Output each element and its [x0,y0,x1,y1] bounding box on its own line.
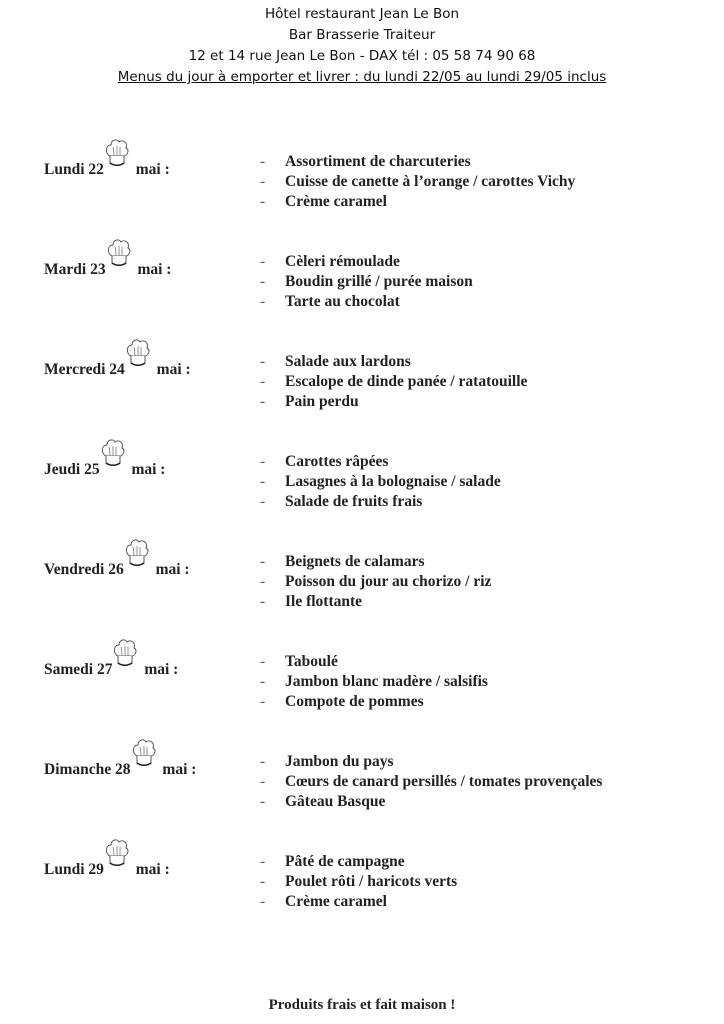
address-phone: 12 et 14 rue Jean Le Bon - DAX tél : 05 58 74 90 68 [188,48,536,64]
dash-bullet: - [260,373,266,390]
day-menu [44,130,684,210]
dash-bullet: - [260,893,266,910]
day-name: Vendredi [44,561,105,578]
dish-list [260,452,501,512]
chef-hat-icon [132,752,158,780]
business-type: Bar Brasserie Traiteur [288,27,436,43]
month-label: mai : [131,461,166,478]
dash-bullet: - [260,753,266,770]
dish-name: Carottes râpées [285,453,389,470]
chef-hat-icon [105,852,131,880]
dish-name: Crème caramel [285,193,387,210]
dish-item [260,592,491,612]
chef-hat-icon [105,152,131,180]
dish-item [260,392,527,412]
day-number: 22 [88,161,104,178]
dish-item [260,692,488,712]
chef-hat-icon [125,552,151,580]
day-number: 26 [108,561,124,578]
chef-hat-icon [126,352,152,380]
dash-bullet: - [260,653,266,670]
dish-name: Assortiment de charcuteries [285,153,471,170]
month-label: mai : [135,861,170,878]
dish-item [260,672,488,692]
day-name: Jeudi [44,461,81,478]
dish-name: Salade aux lardons [285,353,411,370]
month-label: mai : [135,161,170,178]
dish-name: Poulet rôti / haricots verts [285,873,458,890]
dish-list [260,552,491,612]
day-menu [44,230,684,310]
month-label: mai : [144,661,179,678]
day-label [44,152,170,180]
dish-item [260,352,527,372]
dish-name: Cuisse de canette à l’orange / carottes Vichy [285,173,576,190]
dash-bullet: - [260,453,266,470]
day-label [44,352,191,380]
day-menu [44,330,684,410]
dish-item [260,452,501,472]
month-label: mai : [162,761,197,778]
dash-bullet: - [260,153,266,170]
dish-name: Tarte au chocolat [285,293,400,310]
dish-item [260,472,501,492]
dish-name: Taboulé [285,653,338,670]
dash-bullet: - [260,193,266,210]
chef-hat-icon [101,452,127,480]
dish-item [260,852,457,872]
day-name: Dimanche [44,761,112,778]
dash-bullet: - [260,353,266,370]
dish-list [260,652,488,712]
dish-item [260,792,602,812]
day-number: 23 [90,261,106,278]
hotel-name: Hôtel restaurant Jean Le Bon [264,6,460,22]
dash-bullet: - [260,773,266,790]
dish-name: Boudin grillé / purée maison [285,273,473,290]
dash-bullet: - [260,553,266,570]
day-label [44,452,165,480]
dash-bullet: - [260,853,266,870]
dash-bullet: - [260,793,266,810]
dish-name: Poisson du jour au chorizo / riz [285,573,492,590]
dish-item [260,172,575,192]
dish-name: Jambon du pays [285,753,394,770]
dash-bullet: - [260,673,266,690]
day-label [44,552,190,580]
dish-name: Crème caramel [285,893,387,910]
month-label: mai : [156,361,191,378]
day-name: Lundi [44,161,85,178]
dish-list [260,852,457,912]
dash-bullet: - [260,473,266,490]
dish-item [260,892,457,912]
day-name: Mardi [44,261,87,278]
dish-name: Cœurs de canard persillés / tomates provençales [285,773,603,790]
chef-hat-icon [113,652,139,680]
dash-bullet: - [260,573,266,590]
dish-item [260,552,491,572]
dish-item [260,272,473,292]
day-menu [44,630,684,710]
day-number: 28 [115,761,131,778]
dish-name: Compote de pommes [285,693,424,710]
dish-list [260,352,527,412]
dash-bullet: - [260,493,266,510]
dish-name: Pâté de campagne [285,853,405,870]
day-label [44,852,170,880]
dish-item [260,572,491,592]
dish-item [260,772,602,792]
dash-bullet: - [260,693,266,710]
day-menu [44,730,684,810]
dish-item [260,252,473,272]
dash-bullet: - [260,873,266,890]
chef-hat-icon [107,252,133,280]
day-number: 24 [109,361,125,378]
dish-name: Jambon blanc madère / salsifis [285,673,488,690]
day-menu [44,530,684,610]
day-name: Samedi [44,661,94,678]
month-label: mai : [155,561,190,578]
month-label: mai : [137,261,172,278]
day-number: 25 [84,461,100,478]
dish-list [260,252,473,312]
dish-name: Lasagnes à la bolognaise / salade [285,473,501,490]
day-label [44,652,178,680]
footer-slogan: Produits frais et fait maison ! [268,997,456,1013]
dish-item [260,152,575,172]
dash-bullet: - [260,293,266,310]
dish-name: Gâteau Basque [285,793,386,810]
dish-item [260,752,602,772]
dish-list [260,152,575,212]
day-menu [44,830,684,910]
dish-item [260,652,488,672]
dish-name: Beignets de calamars [285,553,425,570]
day-menu [44,430,684,510]
day-name: Lundi [44,861,85,878]
dish-name: Escalope de dinde panée / ratatouille [285,373,528,390]
dish-name: Pain perdu [285,393,359,410]
dish-name: Cèleri rémoulade [285,253,400,270]
day-number: 27 [96,661,113,678]
dish-name: Ile flottante [285,593,363,610]
dish-list [260,752,602,812]
dash-bullet: - [260,253,266,270]
day-label [44,252,171,280]
dash-bullet: - [260,393,266,410]
dish-name: Salade de fruits frais [285,493,423,510]
dish-item [260,872,457,892]
day-name: Mercredi [44,361,106,378]
header [0,4,724,88]
dash-bullet: - [260,173,266,190]
dash-bullet: - [260,273,266,290]
dish-item [260,372,527,392]
dash-bullet: - [260,593,266,610]
menu-title: Menus du jour à emporter et livrer : du lundi 22/05 au lundi 29/05 inclus [117,69,607,85]
dish-item [260,492,501,512]
day-number: 29 [88,861,104,878]
dish-item [260,192,575,212]
day-label [44,752,196,780]
dish-item [260,292,473,312]
